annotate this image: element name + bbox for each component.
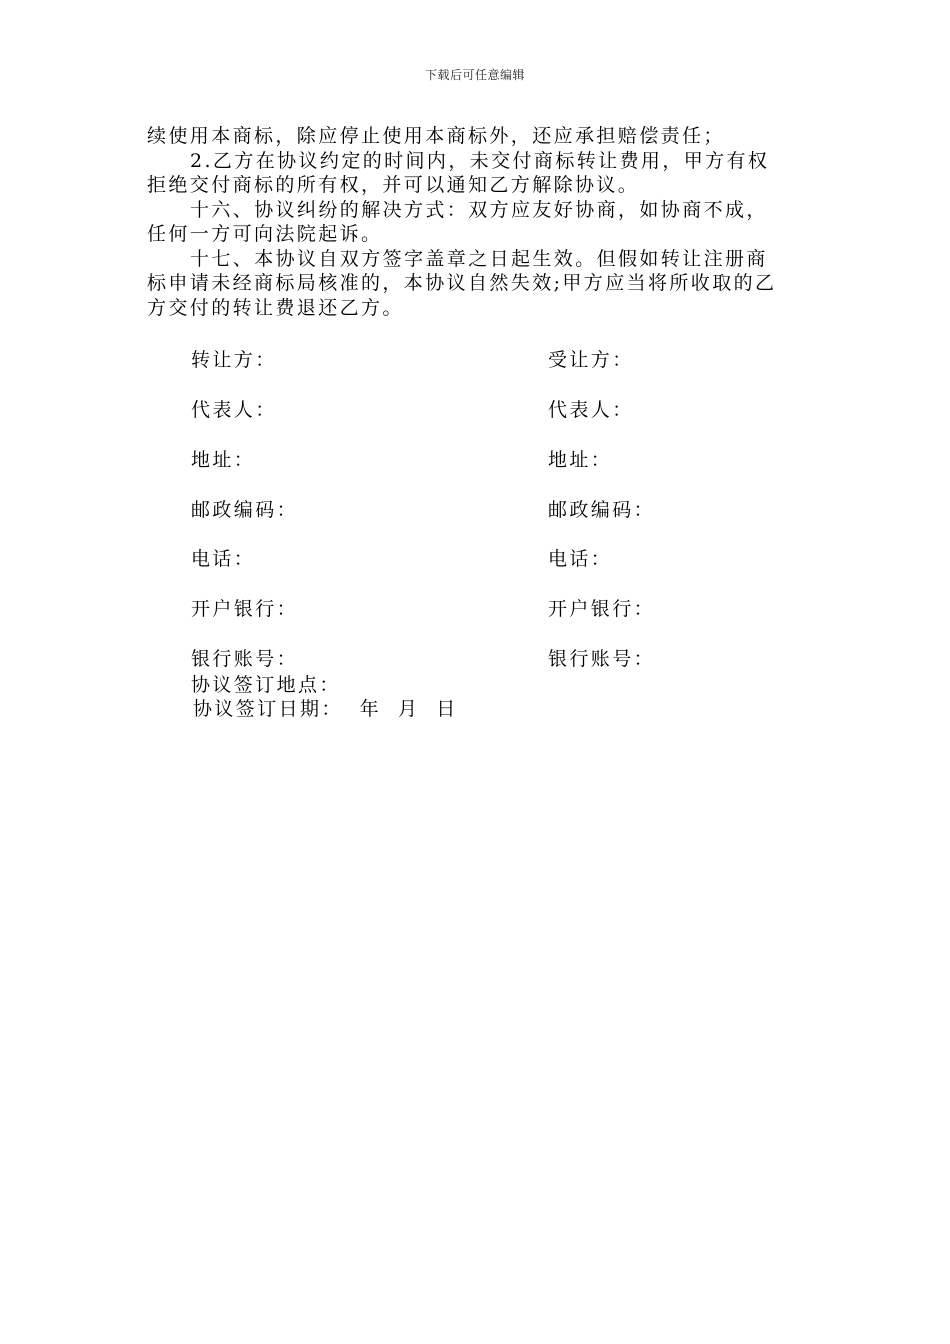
body-line: 十七、本协议自双方签字盖章之日起生效。但假如转让注册商 [190, 247, 768, 270]
body-line: 标申请未经商标局核准的，本协议自然失效;甲方应当将所收取的乙 [147, 272, 777, 294]
transferor-address-label: 地址： [191, 449, 256, 471]
body-line: 续使用本商标，除应停止使用本商标外，还应承担赔偿责任； [147, 125, 725, 147]
body-line: 任何一方可向法院起诉。 [147, 223, 383, 245]
body-line: 方交付的转让费退还乙方。 [147, 296, 404, 319]
agreement-body [147, 124, 807, 320]
page-header-note: 下载后可任意编辑 [424, 68, 525, 82]
transferee-postcode-label: 邮政编码： [548, 499, 656, 521]
body-line: 2.乙方在协议约定的时间内，未交付商标转让费用，甲方有权 [190, 149, 770, 172]
transferee-account-label: 银行账号： [548, 648, 656, 670]
transferee-phone-label: 电话： [548, 548, 613, 570]
signing-date-label: 协议签订日期： 年 月 日 [193, 698, 458, 720]
transferee-address-label: 地址： [548, 449, 613, 471]
transferor-account-label: 银行账号： [191, 648, 299, 670]
signing-place-label: 协议签订地点： [191, 674, 341, 696]
transferor-representative-label: 代表人： [191, 399, 277, 421]
transferor-party-label: 转让方： [191, 349, 277, 371]
transferor-postcode-label: 邮政编码： [191, 499, 299, 521]
transferee-party-label: 受让方： [548, 349, 634, 371]
body-line: 十六、协议纠纷的解决方式：双方应友好协商，如协商不成， [190, 198, 768, 221]
body-line: 拒绝交付商标的所有权，并可以通知乙方解除协议。 [147, 174, 640, 196]
transferor-phone-label: 电话： [191, 548, 256, 570]
transferee-bank-label: 开户银行： [548, 598, 656, 620]
transferor-bank-label: 开户银行： [191, 598, 299, 620]
transferee-representative-label: 代表人： [548, 399, 634, 421]
